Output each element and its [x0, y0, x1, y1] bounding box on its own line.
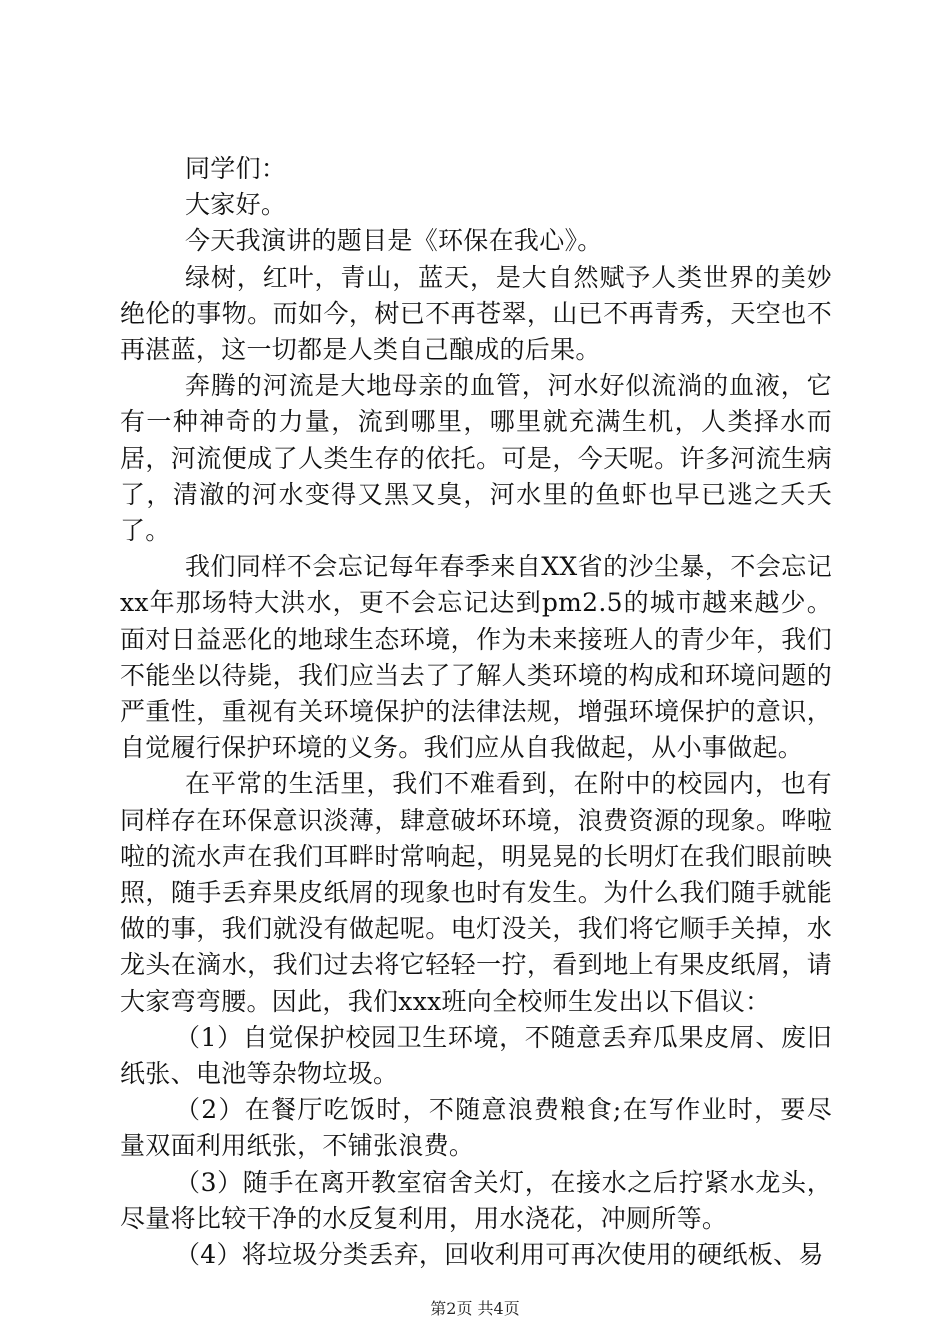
- paragraph-environment: 我们同样不会忘记每年春季来自XX省的沙尘暴，不会忘记xx年那场特大洪水，更不会忘记达到pm2.5的城市越来越少。面对日益恶化的地球生态环境，作为未来接班人的青少年，我们不能坐以待毙，我们应当去了了解人类环境的构成和环境问题的严重性，重视有关环境保护的法律法规，增强环境保护的意识，自觉履行保护环境的义务。我们应从自我做起，从小事做起。: [120, 552, 832, 763]
- paragraph-topic: 今天我演讲的题目是《环保在我心》。: [185, 226, 603, 256]
- proposal-item-3: （3）随手在离开教室宿舍关灯，在接水之后拧紧水龙头，尽量将比较干净的水反复利用，用水浇花，冲厕所等。: [120, 1167, 832, 1233]
- proposal-item-2: （2）在餐厅吃饭时，不随意浪费粮食;在写作业时，要尽量双面利用纸张，不铺张浪费。: [120, 1095, 832, 1161]
- proposal-item-1: （1）自觉保护校园卫生环境，不随意丢弃瓜果皮屑、废旧纸张、电池等杂物垃圾。: [120, 1022, 832, 1089]
- document-body: [120, 151, 832, 1273]
- paragraph-nature: 绿树，红叶，青山，蓝天，是大自然赋予人类世界的美妙绝伦的事物。而如今，树已不再苍翠，山已不再青秀，天空也不再湛蓝，这一切都是人类自己酿成的后果。: [120, 262, 832, 365]
- paragraph-greeting: 同学们：: [185, 154, 287, 183]
- page-number-footer: 第2页 共4页: [430, 1299, 520, 1318]
- paragraph-hello: 大家好。: [185, 190, 287, 220]
- paragraph-rivers: 奔腾的河流是大地母亲的血管，河水好似流淌的血液，它有一种神奇的力量，流到哪里，哪里就充满生机，人类择水而居，河流便成了人类生存的依托。可是，今天呢。许多河流生病了，清澈的河水变得又黑又臭，河水里的鱼虾也早已逃之夭夭了。: [120, 371, 832, 546]
- paragraph-campus: 在平常的生活里，我们不难看到，在附中的校园内，也有同样存在环保意识淡薄，肆意破坏环境，浪费资源的现象。哗啦啦的流水声在我们耳畔时常响起，明晃晃的长明灯在我们眼前映照，随手丢弃果皮纸屑的现象也时有发生。为什么我们随手就能做的事，我们就没有做起呢。电灯没关，我们将它顺手关掉，水龙头在滴水，我们过去将它轻轻一拧，看到地上有果皮纸屑，请大家弯弯腰。因此，我们xxx班向全校师生发出以下倡议：: [120, 769, 832, 1016]
- proposal-item-4: （4）将垃圾分类丢弃，回收利用可再次使用的硬纸板、易: [175, 1240, 824, 1270]
